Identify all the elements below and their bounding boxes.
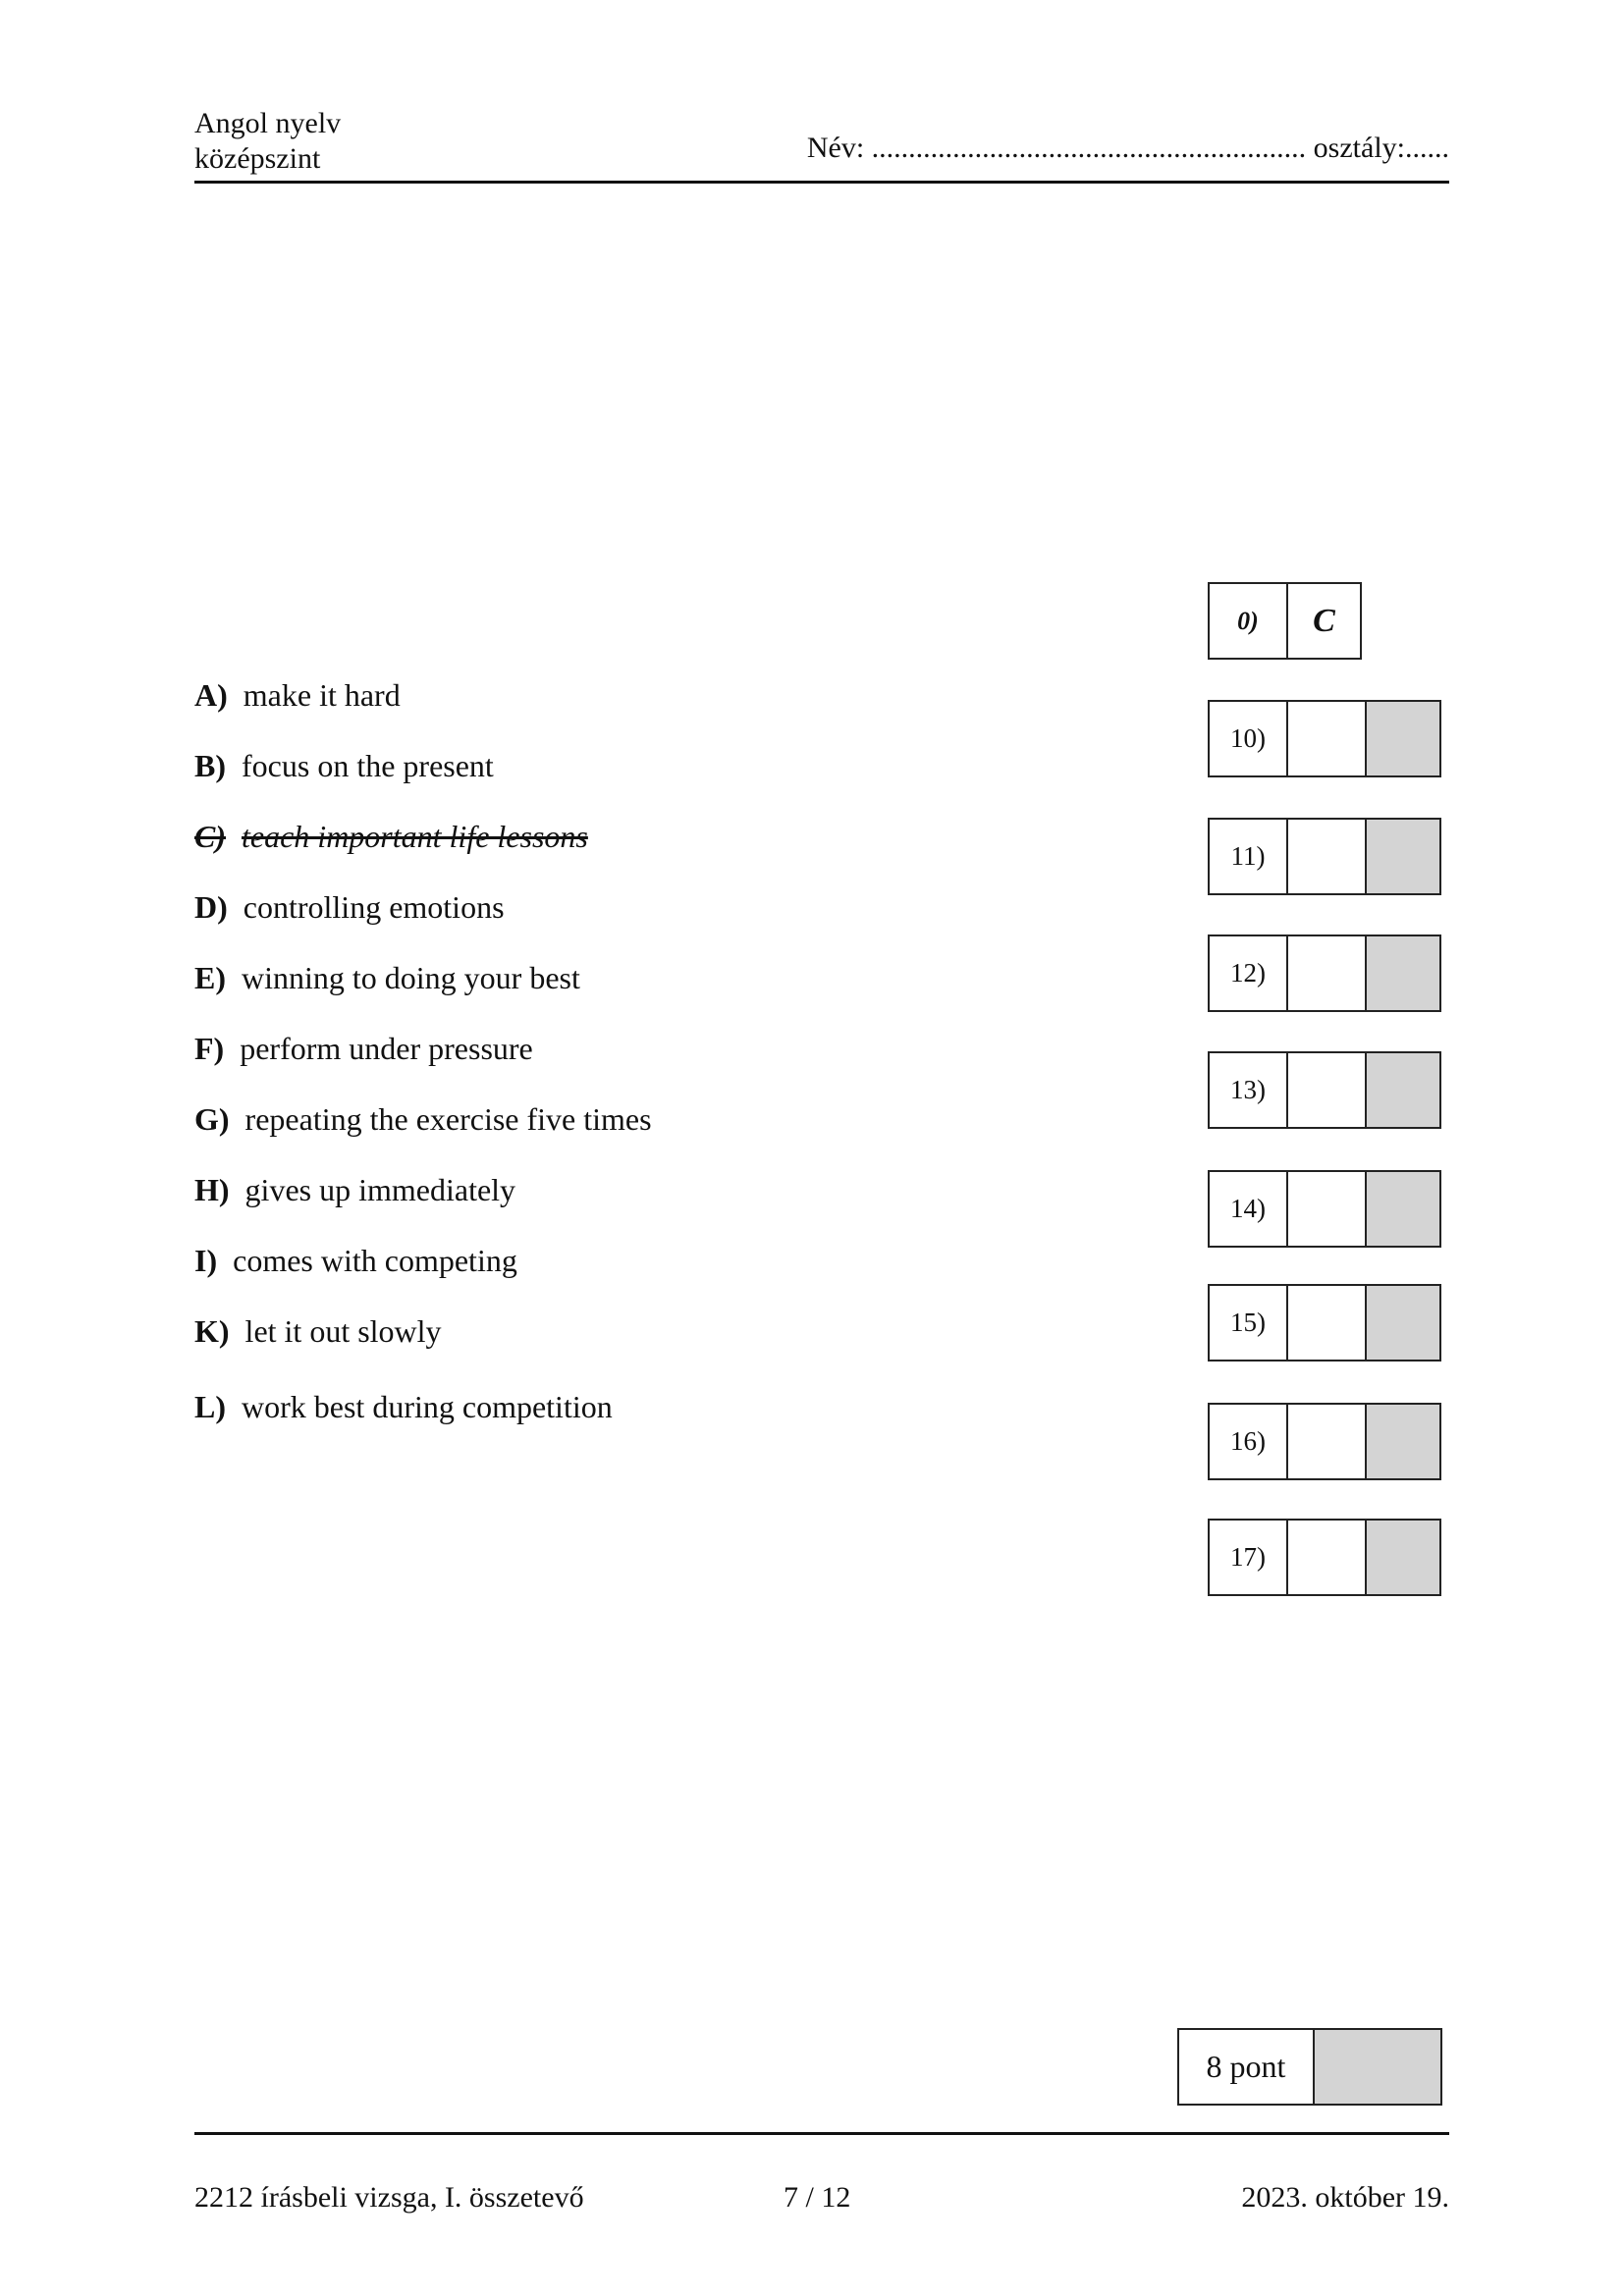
- answer-cell[interactable]: [1288, 820, 1367, 893]
- answer-cell[interactable]: [1288, 702, 1367, 775]
- answer-row-12: [1208, 934, 1441, 1012]
- option-d: D) controlling emotions: [194, 889, 505, 925]
- answer-number: 17): [1210, 1521, 1288, 1594]
- name-class-field: Név: ........................................................... osztály:......: [806, 132, 1449, 164]
- marker-cell: [1367, 1521, 1439, 1594]
- marker-cell: [1367, 702, 1439, 775]
- answer-number: 12): [1210, 936, 1288, 1010]
- score-box: [1177, 2028, 1442, 2106]
- example-answer: C: [1313, 602, 1335, 639]
- marker-cell: [1367, 1053, 1439, 1127]
- score-label: 8 pont: [1179, 2030, 1315, 2104]
- marker-cell: [1367, 1286, 1439, 1360]
- answer-number: 15): [1210, 1286, 1288, 1360]
- option-l: L) work best during competition: [194, 1389, 613, 1424]
- answer-row-14: [1208, 1170, 1441, 1248]
- answer-row-15: [1208, 1284, 1441, 1362]
- answer-row-16: [1208, 1403, 1441, 1480]
- score-cell: [1315, 2030, 1440, 2104]
- answer-cell[interactable]: [1288, 936, 1367, 1010]
- footer-date: 2023. október 19.: [1241, 2181, 1449, 2214]
- answer-number: 14): [1210, 1172, 1288, 1246]
- option-e: E) winning to doing your best: [194, 960, 580, 995]
- answer-cell[interactable]: [1288, 1405, 1367, 1478]
- option-f: F) perform under pressure: [194, 1031, 533, 1066]
- option-h: H) gives up immediately: [194, 1172, 516, 1207]
- answer-row-11: [1208, 818, 1441, 895]
- answer-cell[interactable]: [1288, 1286, 1367, 1360]
- answer-cell[interactable]: [1288, 1521, 1367, 1594]
- footer-page-number: 7 / 12: [784, 2181, 851, 2214]
- answer-number: 13): [1210, 1053, 1288, 1127]
- marker-cell: [1367, 1172, 1439, 1246]
- option-i: I) comes with competing: [194, 1243, 517, 1278]
- marker-cell: [1367, 936, 1439, 1010]
- header-subject-block: [194, 106, 341, 177]
- footer-exam: 2212 írásbeli vizsga, I. összetevő: [194, 2181, 584, 2214]
- answer-row-13: [1208, 1051, 1441, 1129]
- footer-divider: [194, 2132, 1449, 2135]
- marker-cell: [1367, 820, 1439, 893]
- answer-cell[interactable]: [1288, 1053, 1367, 1127]
- level-label: középszint: [194, 142, 321, 175]
- subject-label: Angol nyelv: [194, 107, 342, 139]
- example-number: 0): [1210, 584, 1288, 658]
- option-k: K) let it out slowly: [194, 1313, 442, 1349]
- option-g: G) repeating the exercise five times: [194, 1101, 652, 1137]
- header-divider: [194, 181, 1449, 184]
- marker-cell: [1367, 1405, 1439, 1478]
- option-c-example: C) teach important life lessons: [194, 819, 588, 854]
- answer-cell[interactable]: [1288, 1172, 1367, 1246]
- answer-row-10: [1208, 700, 1441, 777]
- example-answer-box: [1208, 582, 1362, 660]
- option-b: B) focus on the present: [194, 748, 494, 783]
- answer-number: 16): [1210, 1405, 1288, 1478]
- answer-number: 10): [1210, 702, 1288, 775]
- answer-number: 11): [1210, 820, 1288, 893]
- option-a: A) make it hard: [194, 677, 401, 713]
- answer-row-17: [1208, 1519, 1441, 1596]
